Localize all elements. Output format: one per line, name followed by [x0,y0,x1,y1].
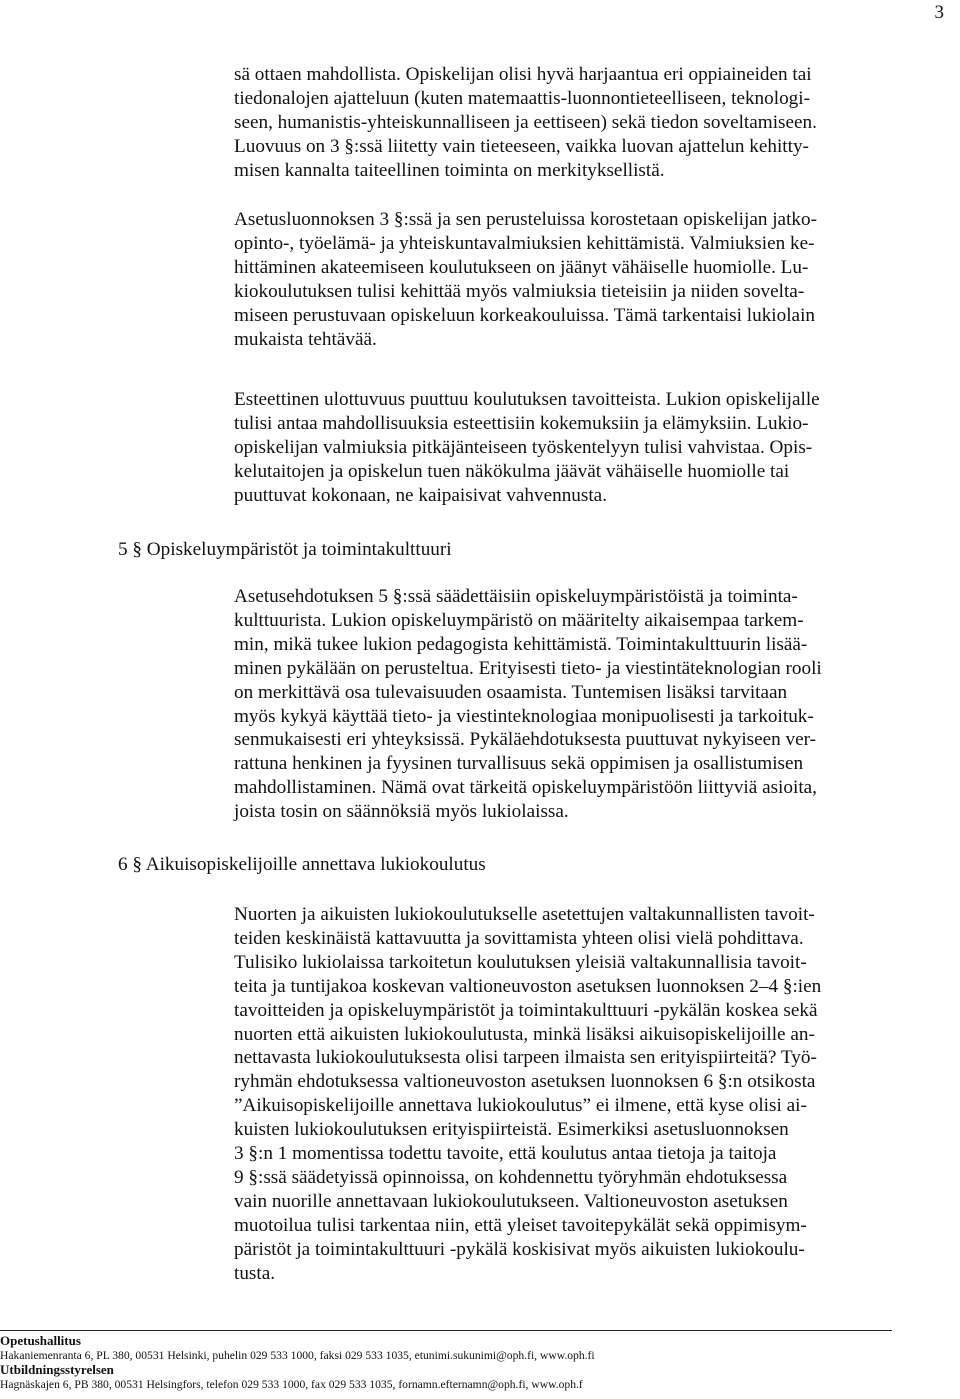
paragraph-4 [234,585,934,824]
text-line: kelutaitojen ja opiskelun tuen näkökulma jäävät vähäiselle huomiolle tai [234,460,790,482]
section-6-heading: 6 § Aikuisopiskelijoille annettava lukiokoulutus [118,854,486,875]
text-line: min, mikä tukee lukion pedagogista kehittämistä. Toimintakulttuurin lisää- [234,633,808,655]
text-line: misen kannalta taiteellinen toiminta on merkityksellistä. [234,159,665,181]
text-line: hittäminen akateemiseen koulutukseen on jäänyt vähäiselle huomiolle. Lu- [234,256,809,278]
paragraph-3 [234,388,934,508]
footer-org-sv: Utbildningsstyrelsen [0,1362,114,1377]
text-line: Esteettinen ulottuvuus puuttuu koulutuksen tavoitteista. Lukion opiskelijalle [234,389,820,410]
footer-address-sv: Hagnäskajen 6, PB 380, 00531 Helsingfors, telefon 029 533 1000, fax 029 533 1035, fornamn.efternamn@oph.fi, www.oph.f [0,1378,583,1391]
text-line: Asetusluonnoksen 3 §:ssä ja sen perusteluissa korostetaan opiskelijan jatko- [234,209,817,230]
text-line: Nuorten ja aikuisten lukiokoulutukselle asetettujen valtakunnallisten tavoit- [234,904,815,925]
section-5-heading: 5 § Opiskeluympäristöt ja toimintakulttuuri [118,539,452,560]
text-line: on merkittävä osa tulevaisuuden osaamista. Tuntemisen lisäksi tarvitaan [234,681,788,703]
text-line: teita ja tuntijakoa koskevan valtioneuvoston asetuksen luonnoksen 2–4 §:ien [234,975,822,997]
paragraph-5 [234,903,934,1286]
text-line: päristöt ja toimintakulttuuri -pykälä koskisivat myös aikuisten lukiokoulu- [234,1238,805,1260]
footer-org-fi: Opetushallitus [0,1333,81,1348]
text-line: ryhmän ehdotuksessa valtioneuvoston asetuksen luonnoksen 6 §:n otsikosta [234,1071,816,1093]
text-line: senmukaisesti eri yhteyksissä. Pykäläehdotuksesta puuttuvat nykyiseen ver- [234,729,817,751]
text-line: rattuna henkinen ja fyysinen turvallisuus sekä oppimisen ja osallistumisen [234,753,804,775]
paragraph-2 [234,208,934,351]
text-line: sä ottaen mahdollista. Opiskelijan olisi hyvä harjaantua eri oppiaineiden tai [234,64,812,85]
text-line: myös kykyä käyttää tieto- ja viestinteknologiaa monipuolisesti ja tarkoituk- [234,705,814,727]
text-line: tulisi antaa mahdollisuuksia esteettisiin kokemuksiin ja elämyksiin. Lukio- [234,412,809,434]
text-line: kiokoulutuksen tulisi kehittää myös valmiuksia tieteisiin ja niiden sovelta- [234,280,805,302]
footer-divider [0,1330,892,1331]
text-line: mukaista tehtävää. [234,328,377,350]
text-line: 3 §:n 1 momentissa todettu tavoite, että koulutus antaa tietoja ja taitoja [234,1143,777,1165]
text-line: nuorten että aikuisten lukiokoulutusta, minkä lisäksi aikuisopiskelijoille an- [234,1023,815,1045]
footer [0,1330,892,1392]
text-line: minen pykälään on perusteltua. Erityisesti tieto- ja viestintäteknologian rooli [234,657,822,679]
text-line: puuttuvat kokonaan, ne kaipaisivat vahvennusta. [234,484,607,506]
page-number: 3 [934,2,944,23]
footer-address-fi: Hakaniemenranta 6, PL 380, 00531 Helsinki, puhelin 029 533 1000, faksi 029 533 1035, etunimi.sukunimi@oph.fi, www.oph.fi [0,1349,595,1362]
text-line: teiden keskinäistä kattavuutta ja sovittamista yhteen olisi vielä pohdittava. [234,927,804,949]
text-line: tavoitteiden ja opiskeluympäristöt ja toimintakulttuuri -pykälän koskea sekä [234,999,818,1021]
text-line: seen, humanistis-yhteiskunnalliseen ja eettiseen) sekä tiedon soveltamiseen. [234,111,817,133]
text-line: kuisten lukiokoulutuksen erityispiirteistä. Esimerkiksi asetusluonnoksen [234,1119,789,1141]
text-line: muotoilua tulisi tarkentaa niin, että yleiset tavoitepykälät sekä oppimisym- [234,1214,807,1236]
text-line: opiskelijan valmiuksia pitkäjänteiseen työskentelyyn tulisi vahvistaa. Opis- [234,436,813,458]
text-line: joista tosin on säännöksiä myös lukiolaissa. [234,801,569,823]
text-line: nettavasta lukiokoulutuksesta olisi tarpeen ilmaista sen erityispiirteitä? Työ- [234,1047,817,1069]
text-line: Tulisiko lukiolaissa tarkoitetun koulutuksen yleisiä valtakunnallisia tavoit- [234,951,807,973]
text-line: vain nuorille annettavaan lukiokoulutukseen. Valtioneuvoston asetuksen [234,1190,788,1212]
text-line: 9 §:ssä säädetyissä opinnoissa, on kohdennettu työryhmän ehdotuksessa [234,1166,788,1188]
text-line: miseen perustuvaan opiskeluun korkeakouluissa. Tämä tarkentaisi lukiolain [234,304,815,326]
text-line: ”Aikuisopiskelijoille annettava lukiokoulutus” ei ilmene, että kyse olisi ai- [234,1095,807,1117]
text-line: mahdollistaminen. Nämä ovat tärkeitä opiskeluympäristöön liittyviä asioita, [234,777,817,799]
text-line: opinto-, työelämä- ja yhteiskuntavalmiuksien kehittämistä. Valmiuksien ke- [234,232,815,254]
paragraph-1 [234,63,934,183]
text-line: kulttuurista. Lukion opiskeluympäristö on määritelty aikaisempaa tarkem- [234,609,804,631]
text-line: tiedonalojen ajatteluun (kuten matemaattis-luonnontieteelliseen, teknologi- [234,87,810,109]
text-line: Luovuus on 3 §:ssä liitetty vain tieteeseen, vaikka luovan ajattelun kehitty- [234,135,809,157]
text-line: tusta. [234,1262,276,1284]
text-line: Asetusehdotuksen 5 §:ssä säädettäisiin opiskeluympäristöistä ja toiminta- [234,586,798,607]
